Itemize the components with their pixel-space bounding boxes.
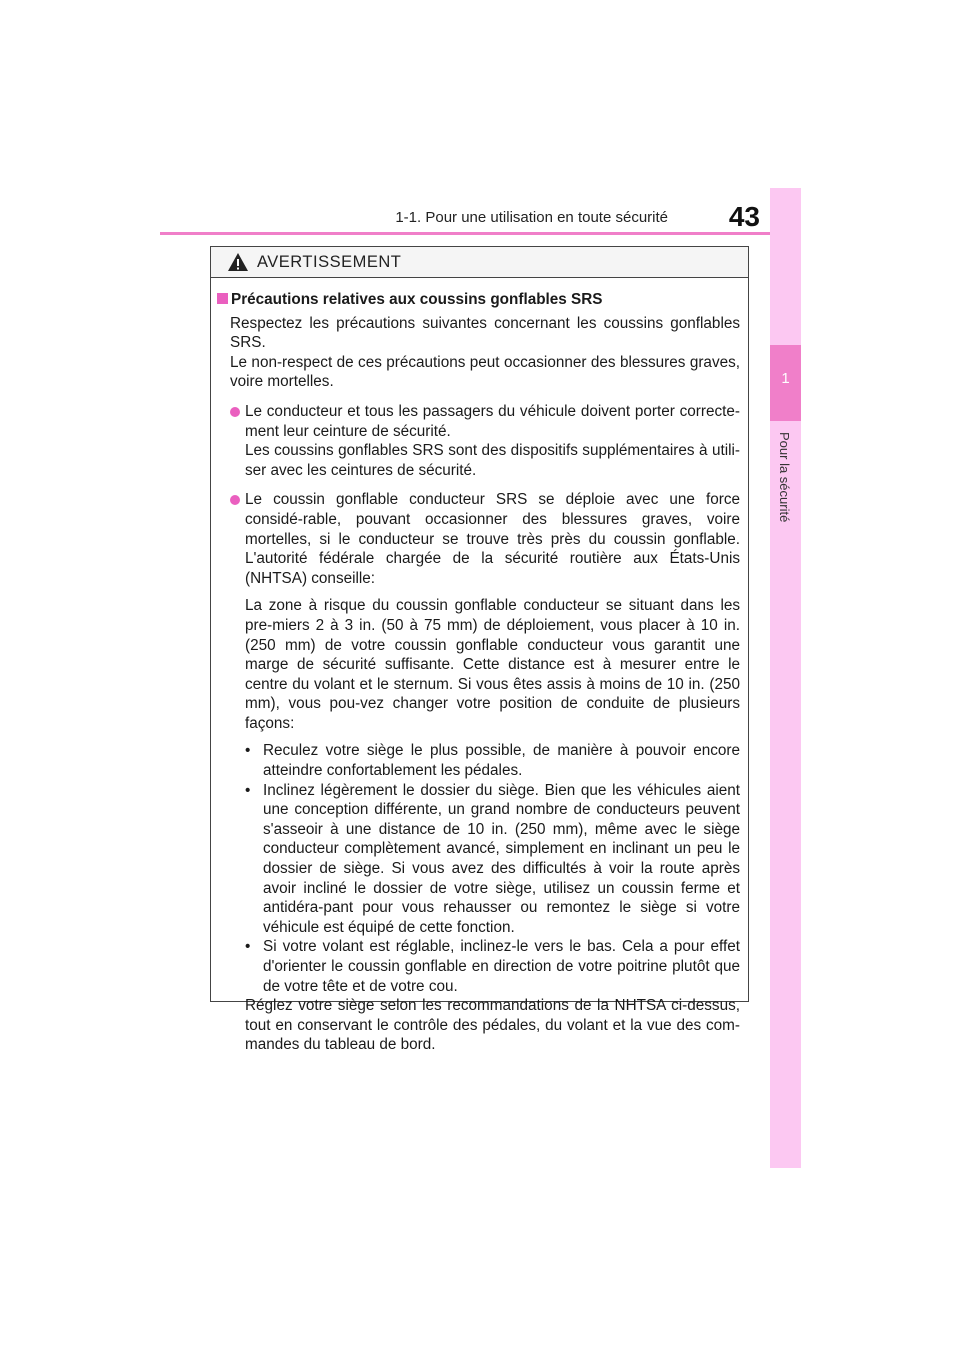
warning-header (211, 247, 748, 278)
sub-bullet-marker: • (245, 938, 251, 956)
intro-paragraph-2: Le non-respect de ces précautions peut occasionner des blessures graves, voire mortelles. (230, 353, 740, 391)
chapter-number: 1 (781, 370, 790, 387)
sub-list-item (245, 741, 740, 780)
sub-list-item-text: Inclinez légèrement le dossier du siège. Bien que les véhicules aient une conception différente, un grand nombre de conducteurs peuvent s'asseoir à une distance de 10 in. (250 mm), même avec le siège conducteur complètement avancé, simplement en inclinant un peu le dossier de siège. Si vous avez des difficultés à voir la route après avoir incliné le dossier de votre siège, utilisez un coussin ferme et antidéra-pant pour vous rehausser ou remontez le siège si votre véhicule est équipé de cette fonction. (263, 781, 740, 936)
page-number: 43 (728, 201, 760, 232)
bullet-2-paragraph-1: Le coussin gonflable conducteur SRS se déploie avec une force considé-rable, pouvant occasionner des blessures graves, voire mortelles, si le conducteur se trouve très près du coussin gonflable. L'autorité fédérale chargée de la sécurité routière aux États-Unis (NHTSA) conseille: (245, 491, 740, 587)
bullet-1-paragraph-1: Le conducteur et tous les passagers du véhicule doivent porter correcte-ment leur ceinture de sécurité. (245, 402, 740, 440)
bullet-dot-icon (230, 407, 240, 417)
sub-list-item-text: Reculez votre siège le plus possible, de manière à pouvoir encore atteindre confortablement les pédales. (263, 742, 740, 780)
bullet-1-paragraph-2: Les coussins gonflables SRS sont des dispositifs supplémentaires à utili-ser avec les ceintures de sécurité. (245, 442, 740, 479)
warning-heading (217, 290, 740, 310)
warning-box (210, 246, 749, 1054)
sub-list-item (245, 781, 740, 938)
sub-list-item-text: Si votre volant est réglable, inclinez-le vers le bas. Cela a pour effet d'orienter le coussin gonflable en direction de votre poitrine plutôt que de votre tête et de votre cou. (263, 938, 740, 995)
sub-list-item (245, 937, 740, 996)
section-title: 1-1. Pour une utilisation en toute sécurité (395, 209, 668, 226)
sub-bullet-marker: • (245, 742, 251, 760)
chapter-label: Pour la sécurité (777, 432, 792, 523)
page-header (160, 201, 800, 235)
bullet-dot-icon (230, 495, 240, 505)
sub-list (245, 741, 740, 996)
bullet-item (230, 490, 740, 733)
bullet-2-paragraph-2: La zone à risque du coussin gonflable conducteur se situant dans les pre-miers 2 à 3 in. (50 à 75 mm) de déploiement, vous placer à 10 in. (250 mm) de votre coussin gonflable conducteur vous garantit une marge de sécurité suffisante. Cette distance est à mesurer entre le centre du volant et le sternum. Si vous êtes assis à moins de 10 in. (250 mm), vous pou-vez changer votre position de conduite de plusieurs façons: (245, 597, 740, 732)
sub-bullet-marker: • (245, 781, 251, 799)
intro-paragraph-1: Respectez les précautions suivantes concernant les coussins gonflables SRS. (230, 314, 740, 352)
warning-title: AVERTISSEMENT (257, 252, 402, 271)
heading-square-icon (217, 293, 228, 304)
warning-triangle-icon (227, 252, 249, 272)
bullet-item (230, 402, 740, 480)
closing-paragraph: Réglez votre siège selon les recommandations de la NHTSA ci-dessus, tout en conservant le contrôle des pédales, du volant et la vue des com-mandes du tableau de bord. (245, 997, 740, 1054)
side-tab (770, 188, 801, 1168)
header-rule (160, 232, 800, 235)
warning-body (211, 278, 748, 1055)
heading-text: Précautions relatives aux coussins gonflables SRS (231, 291, 603, 308)
